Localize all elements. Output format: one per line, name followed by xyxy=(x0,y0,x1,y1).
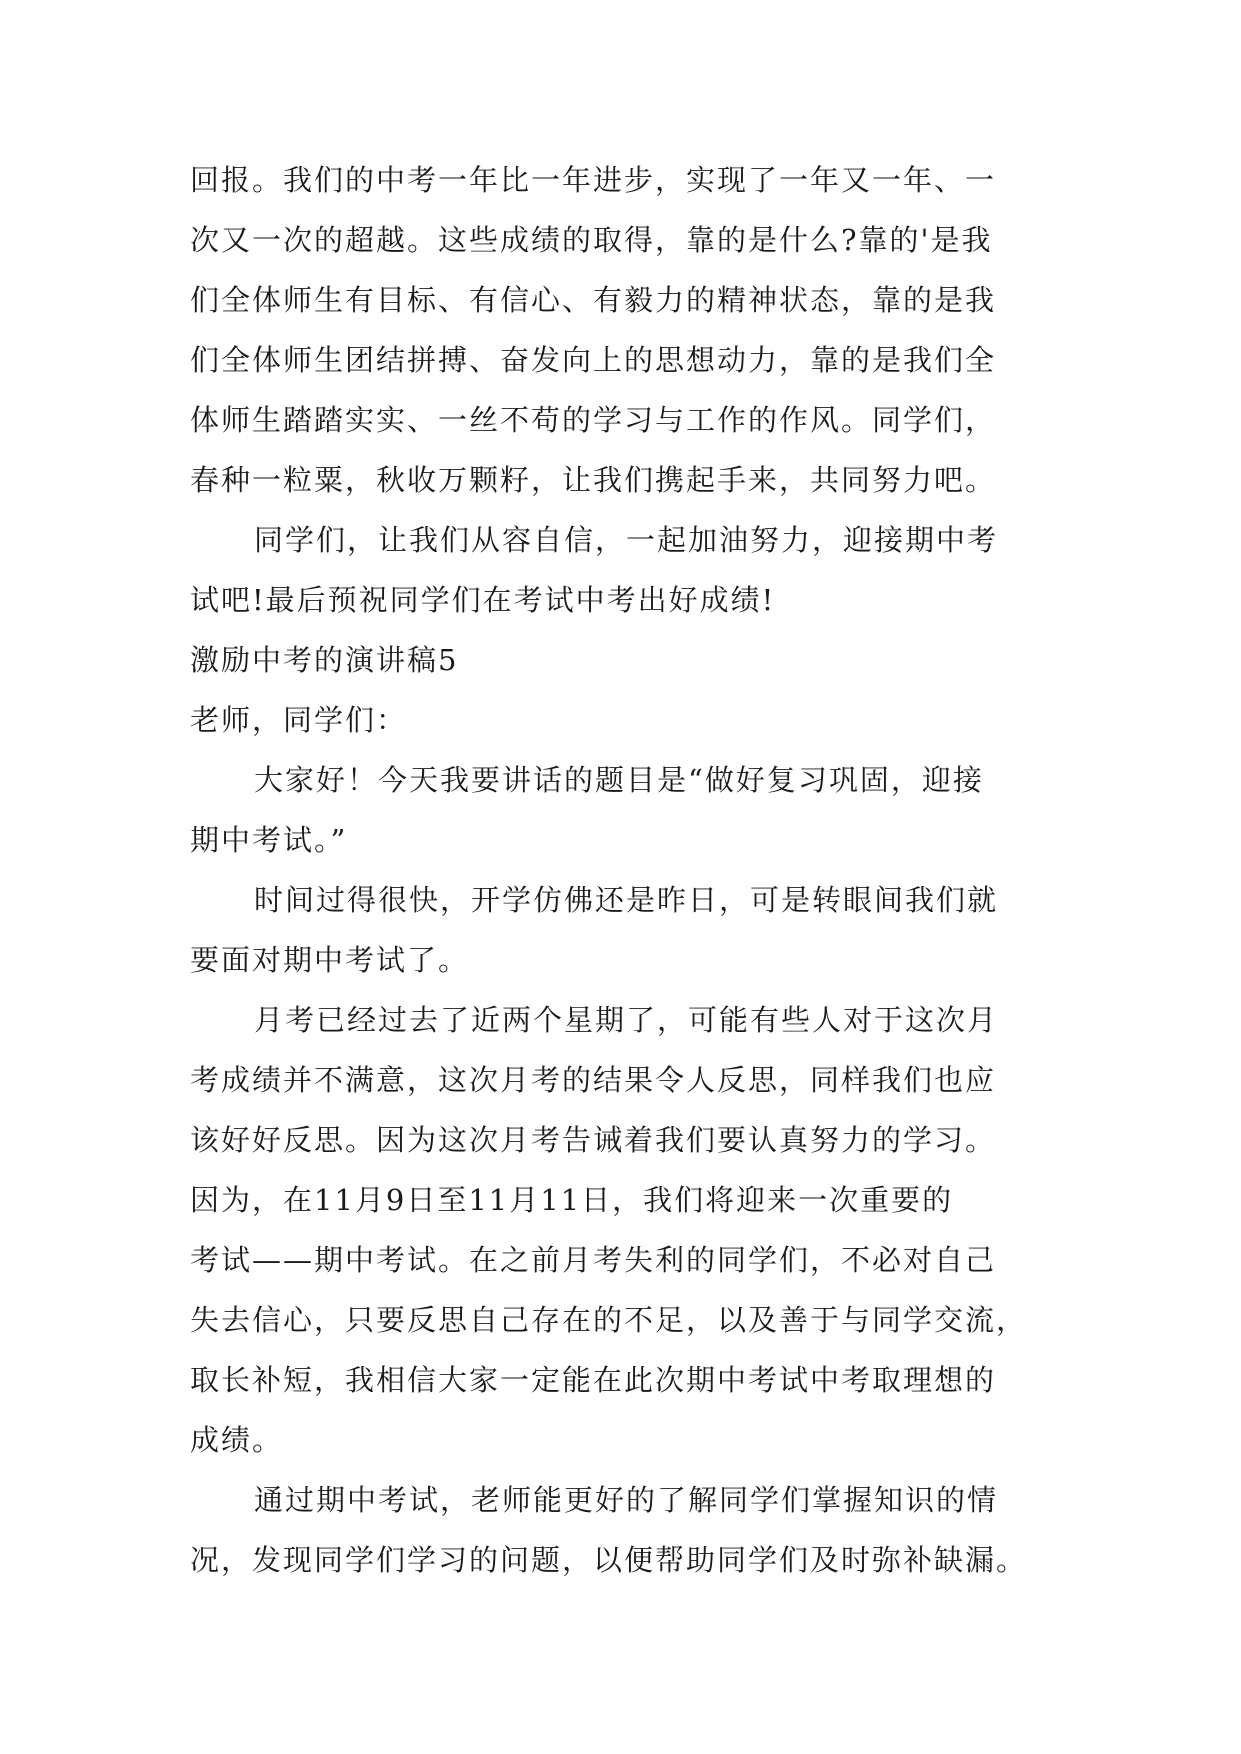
text-line: 失去信心，只要反思自己存在的不足，以及善于与同学交流， xyxy=(190,1303,1028,1337)
text-line: 考试——期中考试。在之前月考失利的同学们，不必对自己 xyxy=(190,1243,997,1277)
text-line: 们全体师生团结拼搏、奋发向上的思想动力，靠的是我们全 xyxy=(190,343,997,377)
paragraph-first-line: 大家好！今天我要讲话的题目是“做好复习巩固，迎接 xyxy=(254,763,984,797)
text-line: 取长补短，我相信大家一定能在此次期中考试中考取理想的 xyxy=(190,1363,997,1397)
text-line: 回报。我们的中考一年比一年进步，实现了一年又一年、一 xyxy=(190,163,997,197)
text-line: 考成绩并不满意，这次月考的结果令人反思，同样我们也应 xyxy=(190,1063,997,1097)
paragraph-first-line: 时间过得很快，开学仿佛还是昨日，可是转眼间我们就 xyxy=(254,883,999,917)
text-line: 们全体师生有目标、有信心、有毅力的精神状态，靠的是我 xyxy=(190,283,997,317)
text-line: 因为，在11月9日至11月11日，我们将迎来一次重要的 xyxy=(190,1183,954,1217)
text-line: 成绩。 xyxy=(190,1423,284,1457)
paragraph-first-line: 同学们，让我们从容自信，一起加油努力，迎接期中考 xyxy=(254,523,999,557)
text-line: 试吧!最后预祝同学们在考试中考出好成绩! xyxy=(190,583,776,617)
document-body xyxy=(190,150,1070,1590)
salutation: 老师，同学们： xyxy=(190,703,408,737)
text-line: 况，发现同学们学习的问题，以便帮助同学们及时弥补缺漏。 xyxy=(190,1543,1028,1577)
text-line: 期中考试。” xyxy=(190,823,348,857)
text-line: 春种一粒粟，秋收万颗籽，让我们携起手来，共同努力吧。 xyxy=(190,463,997,497)
text-line: 该好好反思。因为这次月考告诫着我们要认真努力的学习。 xyxy=(190,1123,997,1157)
paragraph-first-line: 通过期中考试，老师能更好的了解同学们掌握知识的情 xyxy=(254,1483,999,1517)
text-line: 体师生踏踏实实、一丝不苟的学习与工作的作风。同学们， xyxy=(190,403,997,437)
section-heading: 激励中考的演讲稿5 xyxy=(190,643,459,677)
paragraph-first-line: 月考已经过去了近两个星期了，可能有些人对于这次月 xyxy=(254,1003,999,1037)
text-line: 次又一次的超越。这些成绩的取得，靠的是什么?靠的'是我 xyxy=(190,223,993,257)
text-line: 要面对期中考试了。 xyxy=(190,943,470,977)
